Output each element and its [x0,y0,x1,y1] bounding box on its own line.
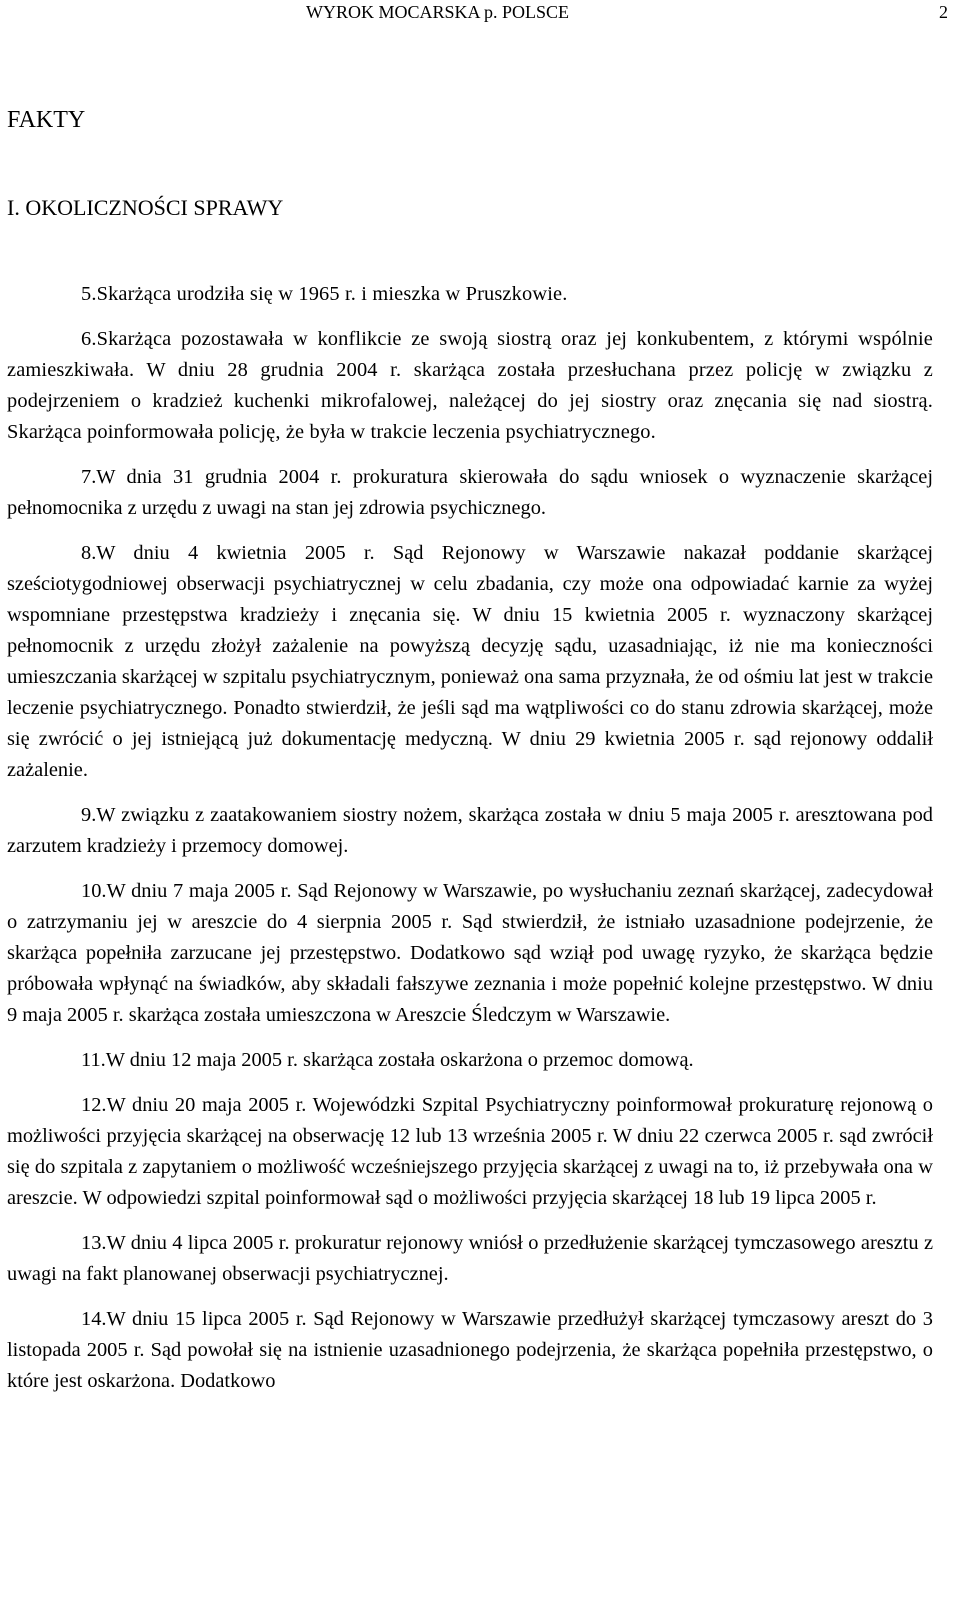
paragraph-number: 12. [81,1094,107,1116]
paragraph-8 [7,538,933,786]
paragraph-9 [7,800,933,862]
header-title: WYROK MOCARSKA p. POLSCE [306,2,570,22]
paragraph-6 [7,324,933,448]
paragraph-text: Skarżąca pozostawała w konflikcie ze swoją siostrą oraz jej konkubentem, z którymi wspólnie zamieszkiwała. W dniu 28 grudnia 2004 r. skarżąca została przesłuchana przez policję w związku z podejrzeniem o kradzież kuchenki mikrofalowej, należącej do jej siostry oraz znęcania się nad siostrą. Skarżąca poinformowała policję, że była w trakcie leczenia psychiatrycznego. [7,328,933,443]
running-header [0,0,948,24]
paragraph-text: W dniu 7 maja 2005 r. Sąd Rejonowy w Warszawie, po wysłuchaniu zeznań skarżącej, zadecydował o zatrzymaniu jej w areszcie do 4 sierpnia 2005 r. Sąd stwierdził, że istniało uzasadnione podejrzenie, że skarżąca popełniła zarzucane jej przestępstwo. Dodatkowo sąd wziął pod uwagę ryzyko, że skarżąca będzie próbowała wpłynąć na świadków, aby składali fałszywe zeznania i może popełnić kolejne przestępstwo. W dniu 9 maja 2005 r. skarżąca została umieszczona w Areszcie Śledczym w Warszawie. [7,880,933,1026]
paragraph-text: Skarżąca urodziła się w 1965 r. i mieszka w Pruszkowie. [96,283,568,305]
paragraph-text: W dnia 31 grudnia 2004 r. prokuratura skierowała do sądu wniosek o wyznaczenie skarżącej pełnomocnika z urzędu z uwagi na stan jej zdrowia psychicznego. [7,466,933,519]
page-number: 2 [939,2,948,22]
paragraph-14 [7,1304,933,1397]
paragraph-number: 5. [81,283,97,305]
paragraphs [7,279,933,1397]
paragraph-number: 14. [81,1308,107,1330]
paragraph-number: 9. [81,804,97,826]
paragraph-number: 10. [81,880,107,902]
facts-heading: FAKTY [7,107,86,133]
paragraph-text: W związku z zaatakowaniem siostry nożem, skarżąca została w dniu 5 maja 2005 r. aresztowana pod zarzutem kradzieży i przemocy domowej. [7,804,933,857]
paragraph-number: 8. [81,542,97,564]
paragraph-5 [7,279,933,310]
paragraph-text: W dniu 15 lipca 2005 r. Sąd Rejonowy w Warszawie przedłużył skarżącej tymczasowy areszt do 3 listopada 2005 r. Sąd powołał się na istnienie uzasadnionego podejrzenia, że skarżąca popełniła przestępstwo, o które jest oskarżona. Dodatkowo [7,1308,933,1392]
paragraph-text: W dniu 4 lipca 2005 r. prokuratur rejonowy wniósł o przedłużenie skarżącej tymczasowego aresztu z uwagi na fakt planowanej obserwacji psychiatrycznej. [7,1232,933,1285]
paragraph-7 [7,462,933,524]
paragraph-text: W dniu 12 maja 2005 r. skarżąca została oskarżona o przemoc domową. [105,1049,694,1071]
paragraph-number: 6. [81,328,97,350]
paragraph-number: 7. [81,466,97,488]
paragraph-number: 11. [81,1049,106,1071]
section-heading: I. OKOLICZNOŚCI SPRAWY [7,195,284,220]
paragraph-12 [7,1090,933,1214]
paragraph-number: 13. [81,1232,107,1254]
paragraph-11 [7,1045,933,1076]
paragraph-13 [7,1228,933,1290]
paragraph-text: W dniu 20 maja 2005 r. Wojewódzki Szpital Psychiatryczny poinformował prokuraturę rejonową o możliwości przyjęcia skarżącej na obserwację 12 lub 13 września 2005 r. W dniu 22 czerwca 2005 r. sąd zwrócił się do szpitala z zapytaniem o możliwość wcześniejszego przyjęcia skarżącej z uwagi na to, iż przebywała ona w areszcie. W odpowiedzi szpital poinformował sąd o możliwości przyjęcia skarżącej 18 lub 19 lipca 2005 r. [7,1094,933,1209]
paragraph-text: W dniu 4 kwietnia 2005 r. Sąd Rejonowy w Warszawie nakazał poddanie skarżącej sześciotygodniowej obserwacji psychiatrycznej w celu zbadania, czy może ona odpowiadać karnie za wyżej wspomniane przestępstwa kradzieży i znęcania się. W dniu 15 kwietnia 2005 r. wyznaczony skarżącej pełnomocnik z urzędu złożył zażalenie na powyższą decyzję sądu, uzasadniając, iż nie ma konieczności umieszczania skarżącej w szpitalu psychiatrycznym, ponieważ ona sama przyznała, że od ośmiu lat jest w trakcie leczenie psychiatrycznego. Ponadto stwierdził, że jeśli sąd ma wątpliwości co do stanu zdrowia skarżącej, może się zwrócić o jej istniejącą już dokumentację medyczną. W dniu 29 kwietnia 2005 r. sąd rejonowy oddalił zażalenie. [7,542,933,781]
paragraph-10 [7,876,933,1031]
